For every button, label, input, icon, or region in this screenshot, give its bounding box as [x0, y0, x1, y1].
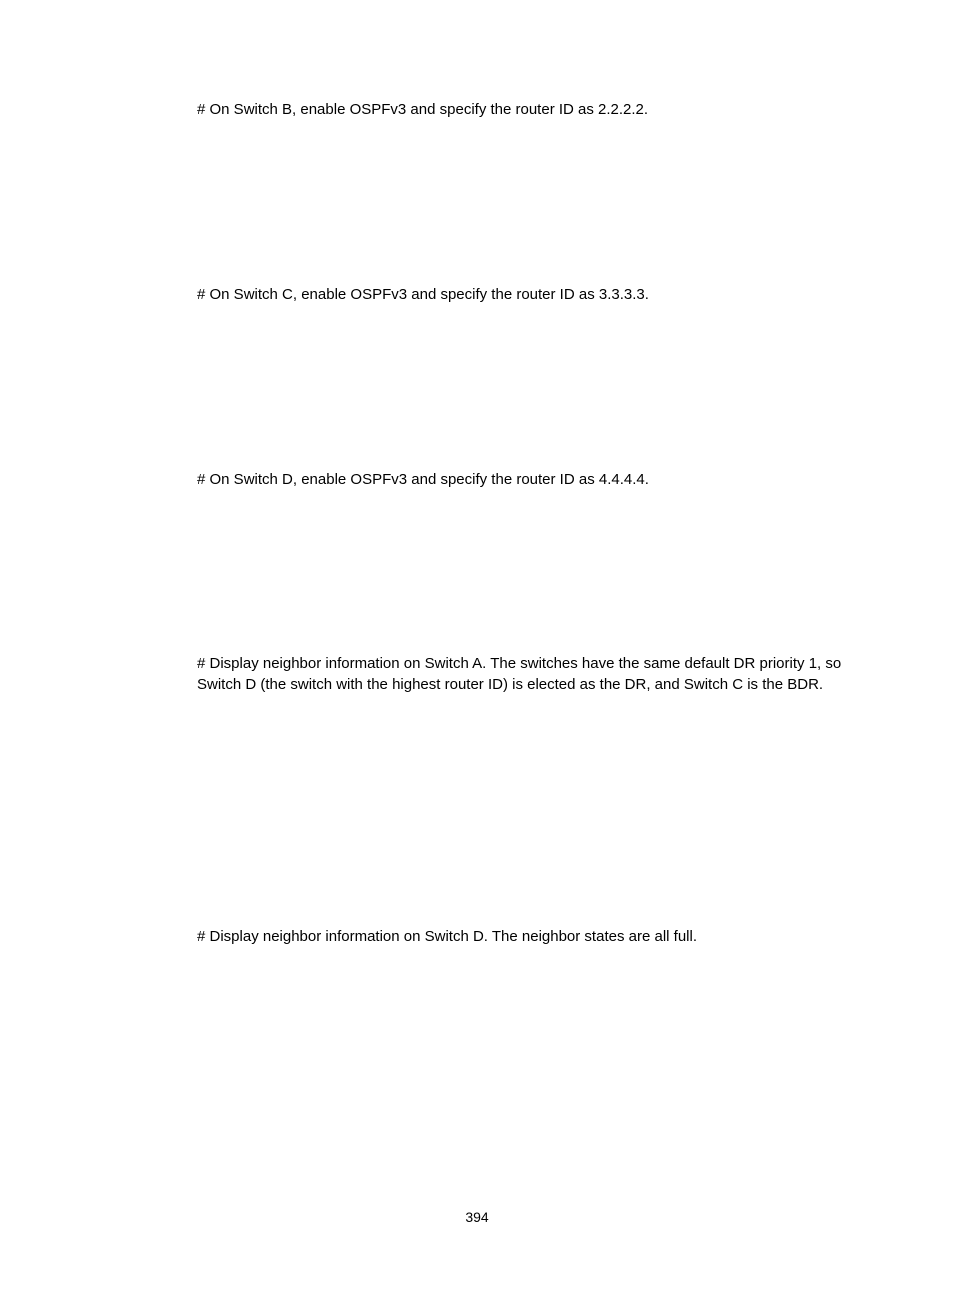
- step-switch-d-router-id: # On Switch D, enable OSPFv3 and specify the router ID as 4.4.4.4.: [197, 471, 649, 488]
- step-display-neighbors-switch-d: # Display neighbor information on Switch D. The neighbor states are all full.: [197, 928, 697, 945]
- step-switch-b-router-id: # On Switch B, enable OSPFv3 and specify the router ID as 2.2.2.2.: [197, 101, 649, 118]
- step-switch-c-router-id: # On Switch C, enable OSPFv3 and specify the router ID as 3.3.3.3.: [197, 286, 649, 303]
- page-number: 394: [465, 1209, 489, 1225]
- step-display-neighbors-switch-a: # Display neighbor information on Switch A. The switches have the same default DR priority 1, so Switch D (the switch with the highest router ID) is elected as the DR, and Switch C is the BDR.: [197, 655, 842, 693]
